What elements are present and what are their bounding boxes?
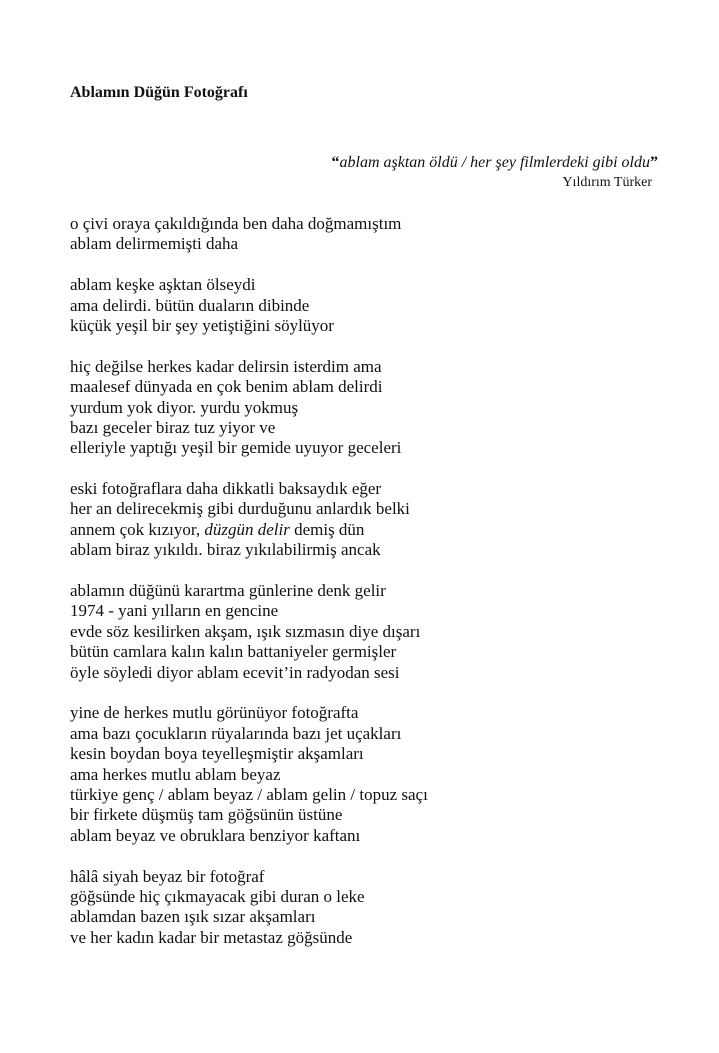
poem-line: yine de herkes mutlu görünüyor fotoğrafta xyxy=(70,703,359,723)
poem-line: maalesef dünyada en çok benim ablam delirdi xyxy=(70,377,383,397)
stanza-4 xyxy=(70,479,690,561)
stanza-6 xyxy=(70,703,690,846)
line-segment: demiş dün xyxy=(289,519,365,539)
stanza-7 xyxy=(70,867,690,949)
epigraph-close-quote: ” xyxy=(650,154,658,171)
poem-line: bir firkete düşmüş tam göğsünün üstüne xyxy=(70,805,343,825)
poem-line: kesin boydan boya teyelleşmiştir akşamları xyxy=(70,744,364,764)
poem-line: evde söz kesilirken akşam, ışık sızmasın diye dışarı xyxy=(70,621,421,641)
poem-line: eski fotoğraflara daha dikkatli baksaydık eğer xyxy=(70,479,382,499)
poem-line: hiç değilse herkes kadar delirsin isterdim ama xyxy=(70,356,382,376)
poem-line: ve her kadın kadar bir metastaz göğsünde xyxy=(70,927,353,947)
poem-line: göğsünde hiç çıkmayacak gibi duran o leke xyxy=(70,886,365,906)
poem-line: bütün camlara kalın kalın battaniyeler germişler xyxy=(70,642,397,662)
poem-body xyxy=(70,214,690,968)
epigraph-open-quote: “ xyxy=(331,154,340,171)
italic-phrase: düzgün delir xyxy=(204,519,290,539)
epigraph-quote xyxy=(0,153,658,173)
epigraph-author: Yıldırım Türker xyxy=(562,175,652,190)
stanza-1 xyxy=(70,214,690,255)
stanza-2 xyxy=(70,275,690,336)
poem-line: ama herkes mutlu ablam beyaz xyxy=(70,764,281,784)
poem-line: o çivi oraya çakıldığında ben daha doğmamıştım xyxy=(70,214,402,233)
epigraph-text: ablam aşktan öldü / her şey filmlerdeki gibi oldu xyxy=(339,154,650,171)
poem-line: küçük yeşil bir şey yetiştiğini söylüyor xyxy=(70,315,334,335)
poem-line: hâlâ siyah beyaz bir fotoğraf xyxy=(70,866,265,886)
poem-line: ablam keşke aşktan ölseydi xyxy=(70,275,256,295)
poem-line: ablam delirmemişti daha xyxy=(70,234,239,254)
poem-line: yurdum yok diyor. yurdu yokmuş xyxy=(70,397,299,417)
poem-line: türkiye genç / ablam beyaz / ablam gelin / topuz saçı xyxy=(70,784,428,804)
poem-line: ama delirdi. bütün duaların dibinde xyxy=(70,295,310,315)
poem-line: her an delirecekmiş gibi durduğunu anlardık belki xyxy=(70,499,410,519)
poem-line: ablam biraz yıkıldı. biraz yıkılabilirmiş ancak xyxy=(70,540,381,560)
poem-line: 1974 - yani yılların en gencine xyxy=(70,601,279,621)
poem-line: ama bazı çocukların rüyalarında bazı jet uçakları xyxy=(70,723,402,743)
poem-line-mixed xyxy=(70,520,690,540)
poem-title: Ablamın Düğün Fotoğrafı xyxy=(70,84,248,101)
stanza-3 xyxy=(70,357,690,459)
poem-line: ablam beyaz ve obruklara benziyor kaftanı xyxy=(70,825,361,845)
poem-line: bazı geceler biraz tuz yiyor ve xyxy=(70,417,276,437)
poem-line: öyle söyledi diyor ablam ecevit’in radyodan sesi xyxy=(70,662,400,682)
poem-line: ablamdan bazen ışık sızar akşamları xyxy=(70,907,316,927)
poem-line: elleriyle yaptığı yeşil bir gemide uyuyor geceleri xyxy=(70,438,402,458)
line-segment: annem çok kızıyor, xyxy=(70,519,205,539)
poem-line: ablamın düğünü karartma günlerine denk gelir xyxy=(70,581,386,601)
stanza-5 xyxy=(70,581,690,683)
